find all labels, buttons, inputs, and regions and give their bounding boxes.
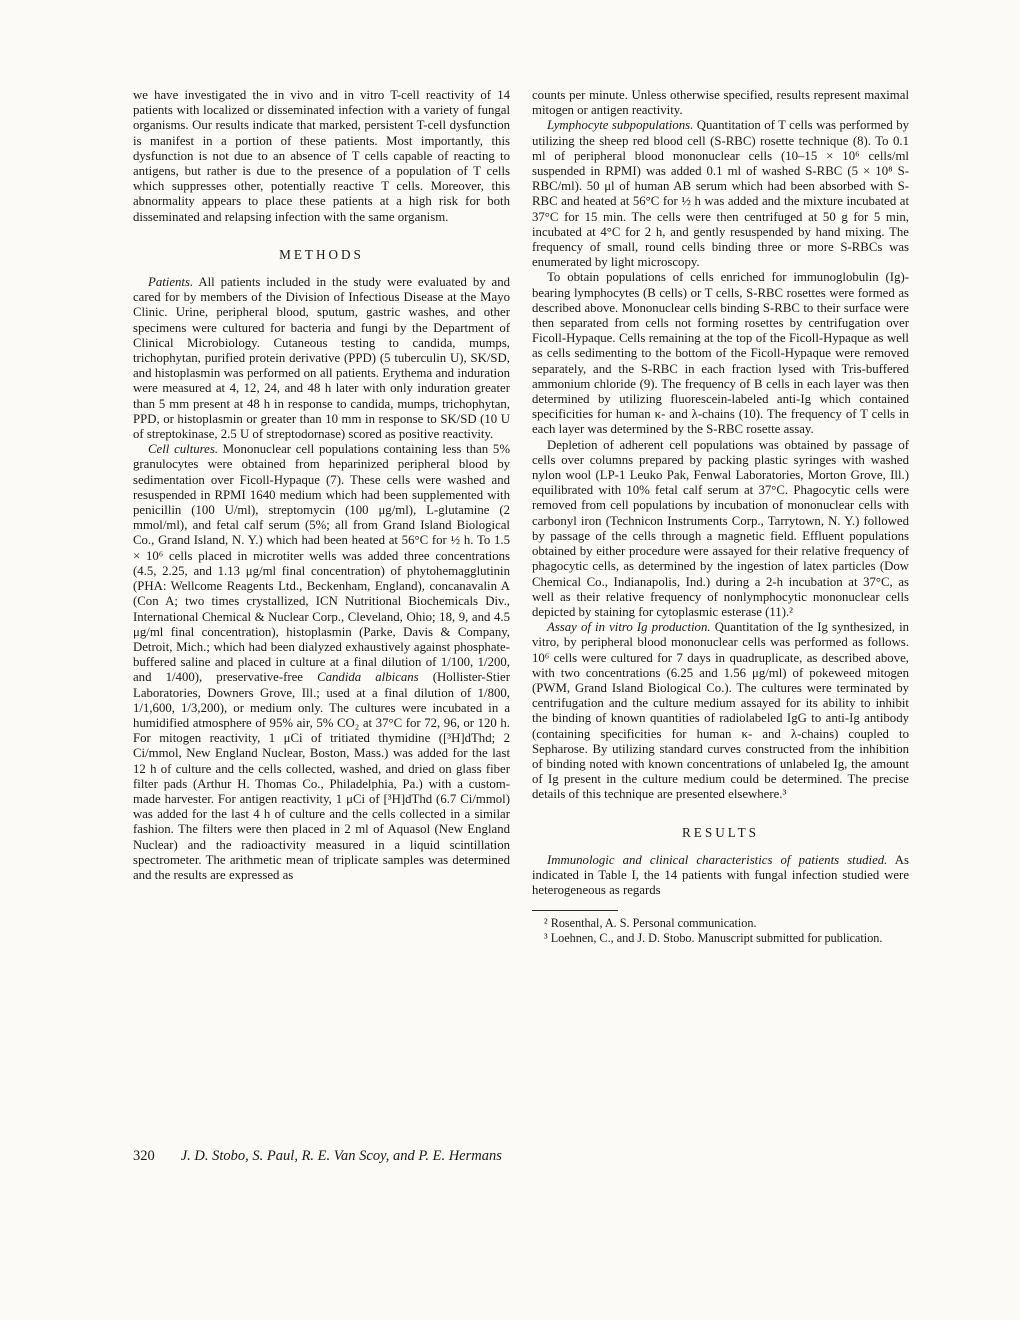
cell-cultures-text-1: Mononuclear cell populations containing less than 5% granulocytes were obtained from heparinized peripheral blood by sedimentation over Ficoll-Hypaque (7). These cells were washed and resuspended in RPMI 1640 medium which had been supplemented with penicillin (100 U/ml), streptomycin (100 μg/ml), L-glutamine (2 mmol/ml), and fetal calf serum (5%; all from Grand Island Biological Co., Grand Island, N. Y.) which had been heated at 56°C for ½ h. To 1.5 × 10⁶ cells placed in microtiter wells was added three concentrations (4.5, 2.25, and 1.13 μg/ml final concentration) of phytohemagglutinin (PHA: Wellcome Reagents Ltd., Beckenham, England), concanavalin A (Con A; two times crystallized, ICN Nutritional Biochemicals Div., International Chemical & Nuclear Corp., Cleveland, Ohio; 18, 9, and 4.5 μg/ml final concentration), histoplasmin (Parke, Davis & Company, Detroit, Mich.; which had been dialyzed exhaustively against phosphate-buffered saline and placed in culture at a final dilution of 1/100, 1/200, and 1/400), preservative-free	[133, 442, 510, 685]
b-t-cell-separation-paragraph: To obtain populations of cells enriched for immunoglobulin (Ig)-bearing lymphocytes (B cells) or T cells, S-RBC rosettes were formed as described above. Mononuclear cells binding S-RBC to their surface were then separated from cells not forming rosettes by centrifugation over Ficoll-Hypaque. Cells remaining at the top of the Ficoll-Hypaque as well as cells sedimenting to the bottom of the Ficoll-Hypaque were removed separately, and the S-RBC in each fraction lysed with Tris-buffered ammonium chloride (9). The frequency of B cells in each layer was then determined by utilizing fluorescein-labeled anti-Ig which contained specificities for human κ- and λ-chains (10). The frequency of T cells in each layer was determined by the S-RBC rosette assay.	[532, 270, 909, 437]
lymphocyte-subpopulations-paragraph	[532, 118, 909, 270]
page-footer	[133, 1148, 909, 1165]
intro-continuation-paragraph: we have investigated the in vivo and in vitro T-cell reactivity of 14 patients with localized or disseminated infection with a variety of fungal organisms. Our results indicate that marked, persistent T-cell dysfunction is manifest in a portion of these patients. Most importantly, this dysfunction is not due to an absence of T cells capable of reacting to antigens, but rather is due to the presence of a population of T cells which suppresses other, potentially reactive T cells. Moreover, this abnormality appears to place these patients at a high risk for both disseminated and relapsing infection with the same organism.	[133, 88, 510, 224]
methods-heading: METHODS	[279, 246, 364, 262]
cell-cultures-paragraph	[133, 442, 510, 883]
footnote-2-text: Rosenthal, A. S. Personal communication.	[550, 916, 757, 931]
footnote-2-marker: ²	[544, 916, 548, 931]
ig-production-assay-text: Quantitation of the Ig synthesized, in vitro, by peripheral blood mononuclear cells was performed as follows. 10⁶ cells were cultured for 7 days in quadruplicate, as described above, with two concentrations (6.25 and 1.56 μg/ml) of pokeweed mitogen (PWM, Grand Island Biological Co.). The cultures were terminated by centrifugation and the culture medium assayed for its ability to inhibit the binding of known quantities of radiolabeled IgG to anti-Ig antibody (containing specificities for human κ- and λ-chains) coupled to Sepharose. By utilizing standard curves constructed from the inhibition of binding noted with known concentrations of unlabeled Ig, the amount of Ig present in the culture medium could be determined. The precise details of this technique are presented elsewhere.³	[532, 620, 910, 802]
left-column	[133, 88, 510, 946]
footnote-divider	[532, 910, 618, 911]
two-column-layout	[133, 88, 909, 946]
results-intro-lead: Immunologic and clinical characteristics of patients studied.	[547, 852, 888, 867]
right-column	[532, 88, 909, 946]
adherent-cell-depletion-paragraph: Depletion of adherent cell populations was obtained by passage of cells over columns prepared by packing plastic syringes with washed nylon wool (LP-1 Leuko Pak, Fenwal Laboratories, Morton Grove, Ill.) equilibrated with 10% fetal calf serum at 37°C. Phagocytic cells were removed from cell populations by incubation of mononuclear cells with carbonyl iron (Technicon Instruments Corp., Tarrytown, N. Y.) followed by passage of the cells through a magnetic field. Effluent populations obtained by either procedure were assayed for their relative frequency of phagocytic cells, as determined by the ingestion of latex particles (Dow Chemical Co., Indianapolis, Ind.) during a 2-h incubation at 37°C, as well as their relative frequency of nonlymphocytic mononuclear cells depicted by staining for cytoplasmic esterase (11).²	[532, 437, 909, 619]
ig-production-assay-paragraph	[532, 620, 909, 802]
results-intro-paragraph	[532, 853, 909, 899]
footnote-2	[532, 916, 909, 931]
ig-production-assay-lead: Assay of in vitro Ig production.	[547, 620, 711, 635]
results-intro-text: As indicated in Table I, the 14 patients with fungal infection studied were heterogeneous as regards	[532, 852, 909, 898]
footnote-3-text: Loehnen, C., and J. D. Stobo. Manuscript submitted for publication.	[550, 931, 883, 946]
lymphocyte-subpopulations-lead: Lymphocyte subpopulations.	[547, 118, 694, 133]
running-authors: J. D. Stobo, S. Paul, R. E. Van Scoy, and P. E. Hermans	[180, 1148, 502, 1164]
patients-text: All patients included in the study were evaluated by and cared for by members of the Division of Infectious Disease at the Mayo Clinic. Urine, peripheral blood, sputum, gastric washes, and other specimens were cultured for bacteria and fungi by the Department of Clinical Microbiology. Cutaneous testing to candida, mumps, trichophytan, purified protein derivative (PPD) (5 tuberculin U), SK/SD, and histoplasmin was performed on all patients. Erythema and induration were measured at 4, 12, 24, and 48 h later with only induration greater than 5 mm present at 48 h in response to candida, mumps, trichophytan, PPD, or histoplasmin or greater than 10 mm in response to SK/SD (10 U of streptokinase, 2.5 U of streptodornase) scored as positive reactivity.	[133, 275, 510, 442]
lymphocyte-subpopulations-text: Quantitation of T cells was performed by utilizing the sheep red blood cell (S-RBC) rosette technique (8). To 0.1 ml of peripheral blood mononuclear cells (10–15 × 10⁶ cells/ml suspended in RPMI) was added 0.1 ml of washed S-RBC (5 × 10⁸ S-RBC/ml). 50 μl of human AB serum which had been absorbed with S-RBC and heated at 56°C for ½ h was added and the mixture incubated at 37°C for 15 min. The cells were then centrifuged at 50 g for 5 min, incubated at 4°C for 2 h, and gently resuspended by hand mixing. The frequency of small, round cells binding three or more S-RBCs was enumerated by light microscopy.	[532, 118, 910, 270]
results-heading: RESULTS	[682, 824, 759, 840]
footnote-3-marker: ³	[544, 931, 548, 946]
footnote-3	[532, 931, 909, 946]
cell-cultures-text-2: (Hollister-Stier Laboratories, Downers Grove, Ill.; used at a final dilution of 1/800, 1/1,600, 1/3,200), or medium only. The cultures were incubated in a humidified atmosphere of 95% air, 5% CO₂ at 37°C for 72, 96, or 120 h. For mitogen reactivity, 1 μCi of tritiated thymidine ([³H]dThd; 2 Ci/mmol, New England Nuclear, Boston, Mass.) was added for the last 12 h of culture and the cells collected, washed, and dried on glass fiber filter pads (Arthur H. Thomas Co., Philadelphia, Pa.) with a custom-made harvester. For antigen reactivity, 1 μCi of [³H]dThd (6.7 Ci/mmol) was added for the last 4 h of culture and the cells collected in a similar fashion. The filters were then placed in 2 ml of Aquasol (New England Nuclear) and the radioactivity measured in a liquid scintillation spectrometer. The arithmetic mean of triplicate samples was determined and the results are expressed as	[133, 670, 510, 882]
patients-lead: Patients.	[148, 275, 194, 290]
candida-albicans-italic: Candida albicans	[317, 670, 419, 685]
patients-paragraph	[133, 275, 510, 442]
cell-cultures-lead: Cell cultures.	[148, 442, 219, 457]
page-number: 320	[133, 1148, 155, 1164]
counts-continuation-paragraph: counts per minute. Unless otherwise specified, results represent maximal mitogen or antigen reactivity.	[532, 88, 909, 118]
